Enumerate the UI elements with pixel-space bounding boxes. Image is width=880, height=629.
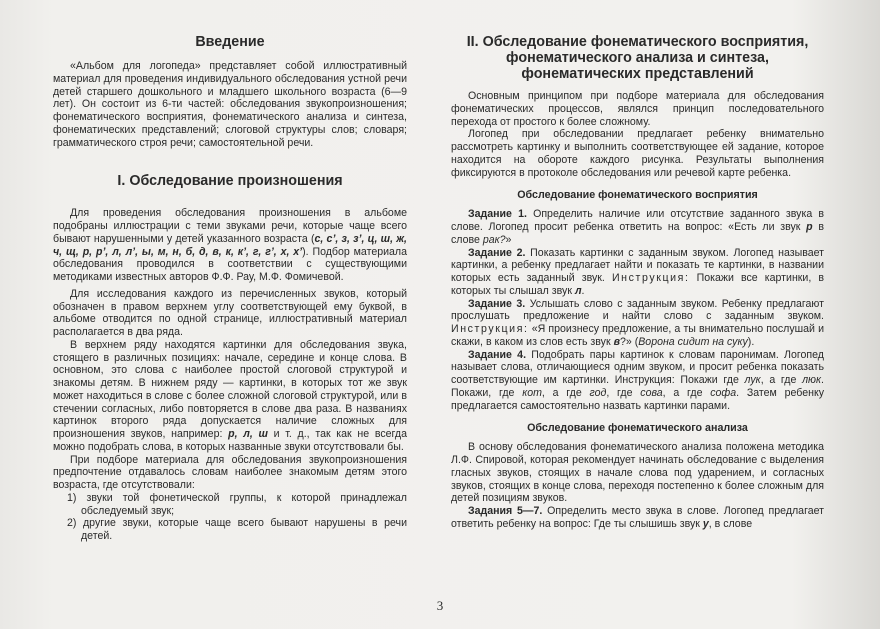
- sound-list: с, с’, з, з’, ц, ш, ж, ч, щ, р, р’, л, л’, ы, м, н, б, д, в, к, к’, г, г’, х, х’: [53, 232, 408, 258]
- analysis-paragraph: В основу обследования фонематического анализа положена методика Л.Ф. Спировой, которая рекомендует начинать обследование с выделения гласных звуков, стоящих в начале слова под ударением, и согласных звуков, стоящих в конце слова, переходя постепенно к более сложным для детей позициям звуков.: [451, 441, 824, 505]
- left-column: [53, 34, 407, 543]
- right-column: [451, 34, 824, 531]
- tasks-5-7: Задания 5—7. Определить место звука в слове. Логопед предлагает ответить ребенку на вопрос: Где ты слышишь звук у, в слове: [451, 505, 824, 530]
- list-item: 1) звуки той фонетической группы, к которой принадлежал обследуемый звук;: [67, 491, 407, 517]
- section-1-paragraph-3: В верхнем ряду находятся картинки для обследования звука, стоящего в различных позициях: начале, середине и конце слова. В основном, это слова с наиболее простой слоговой структурой и знакомы детям. В нижнем ряду — картинки, в которых тот же звук может находиться в слове с более сложной слоговой структурой, или в стечении согласных, либо повторяется в слове два раза. В названиях картинок второго ряда допускается наличие сложных для произношения звуков, например: р, л, ш и т. д., так как не всегда можно подобрать слова, в которых названные звуки отсутствовали бы.: [53, 338, 408, 453]
- intro-title: Введение: [195, 34, 265, 50]
- task-1: Задание 1. Определить наличие или отсутствие заданного звука в слове. Логопед просит ребенка ответить на вопрос: «Есть ли звук р в слове рак?»: [451, 208, 825, 246]
- section-1-paragraph-1: Для проведения обследования произношения в альбоме подобраны иллюстрации с теми звуками речи, которые чаще всего бывают нарушенными у детей указанного возраста (с, с’, з, з’, ц, ш, ж, ч, щ, р, р’, л, л’, ы, м, н, б, д, в, к, к’, г, г’, х, х’). Подбор материала обследования проводился в соответствии с существующими методиками известных авторов Ф.Ф. Рау, М.Ф. Фомичевой.: [53, 207, 408, 283]
- section-1-paragraph-2: Для исследования каждого из перечисленных звуков, который обозначен в правом верхнем углу соответствующей ему буквой, в альбоме отводится по одной странице, иллюстративный материал располагается в два ряда.: [53, 287, 407, 338]
- task-4: Задание 4. Подобрать пары картинок к словам паронимам. Логопед называет слова, отличающиеся одним звуком, и просит ребенка показать соответствующие им картинки. Инструкция: Покажи где лук, а где люк. Покажи, где кот, а где год, где сова, а где софа. Затем ребенку предлагается самостоятельно назвать картинки парами.: [451, 348, 824, 412]
- section-1-paragraph-4: При подборе материала для обследования звукопроизношения предпочтение отдавалось словам наиболее знакомым детям этого возраста, где отсутствовали:: [53, 453, 407, 491]
- intro-paragraph: «Альбом для логопеда» представляет собой иллюстративный материал для проведения индивидуального обследования устной речи детей старшего дошкольного и младшего школьного возраста (6—9 лет). Он состоит из 6-ти частей: обследования звукопроизношения; фонематического восприятия, фонематического анализа и синтеза, фонематических представлений; слоговой структуры слов; словаря; грамматического строя речи; самостоятельной речи.: [53, 60, 407, 149]
- section-2-paragraph-2: Логопед при обследовании предлагает ребенку внимательно рассмотреть картинку и выполнить соответствующее ей задание, которое находится на обороте каждого рисунка. Результаты выполнения фиксируются в протоколе обследования или речевой карте ребенка.: [451, 128, 824, 179]
- section-1-title: I. Обследование произношения: [117, 173, 343, 190]
- section-2-title: II. Обследование фонематического восприятия, фонематического анализа и синтеза, фонематических представлений: [466, 34, 809, 82]
- task-2: Задание 2. Показать картинки с заданным звуком. Логопед называет картинки, а ребенку предлагает найти и показать те картинки, в названии которых есть заданный звук. Инструкция: Покажи все картинки, в которых ты слышал звук л.: [451, 246, 825, 297]
- subsection-analysis-title: Обследование фонематического анализа: [527, 422, 748, 435]
- list-item: 2) другие звуки, которые чаще всего бывают нарушены в речи детей.: [67, 517, 407, 542]
- subsection-perception-title: Обследование фонематического восприятия: [517, 189, 758, 202]
- page-number: 3: [436, 598, 444, 613]
- section-2-paragraph-1: Основным принципом при подборе материала для обследования фонематических процессов, являлся принцип последовательного перехода от простого к более сложному.: [451, 90, 824, 128]
- task-3: Задание 3. Услышать слово с заданным звуком. Ребенку предлагают прослушать предложение и найти слово с заданным звуком. Инструкция: «Я произнесу предложение, а ты внимательно послушай и скажи, в каком из слов есть звук в?» (Ворона сидит на суку).: [451, 297, 824, 348]
